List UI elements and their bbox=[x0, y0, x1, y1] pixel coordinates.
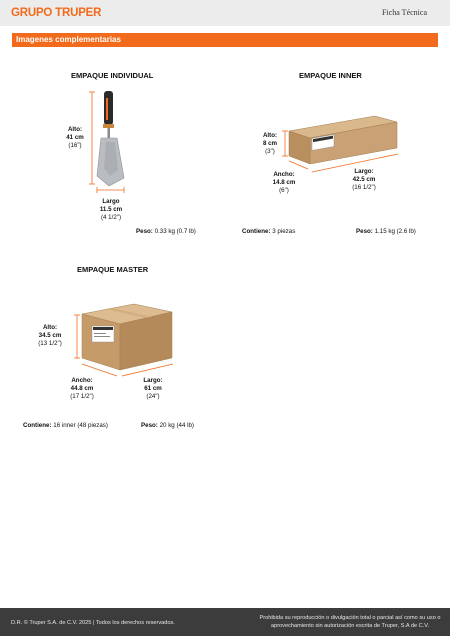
largo-value: 11.5 cm bbox=[99, 206, 123, 214]
largo-imperial: (16 1/2") bbox=[352, 184, 376, 192]
master-peso bbox=[141, 422, 194, 429]
master-largo-label bbox=[137, 377, 169, 402]
alto-value: 8 cm bbox=[262, 140, 278, 148]
master-contiene bbox=[23, 422, 108, 429]
individual-title: EMPAQUE INDIVIDUAL bbox=[71, 71, 154, 80]
document-type: Ficha Técnica bbox=[382, 8, 427, 17]
section-title: Imagenes complementarias bbox=[16, 35, 121, 44]
inner-contiene bbox=[242, 228, 295, 235]
contiene-value: 3 piezas bbox=[272, 228, 296, 235]
ancho-imperial: (17 1/2") bbox=[70, 393, 94, 401]
alto-caption: Alto: bbox=[42, 324, 58, 331]
largo-caption: Largo: bbox=[354, 168, 374, 175]
contiene-caption: Contiene: bbox=[242, 228, 271, 235]
ancho-imperial: (6") bbox=[279, 187, 289, 195]
peso-caption: Peso: bbox=[136, 228, 153, 235]
section-bar bbox=[12, 33, 438, 47]
inner-largo-label bbox=[345, 168, 383, 193]
peso-value: 0.33 kg (0.7 lb) bbox=[154, 228, 196, 235]
brand-logo: GRUPO TRUPER bbox=[11, 7, 102, 19]
inner-alto-label bbox=[258, 132, 282, 157]
alto-value: 34.5 cm bbox=[38, 332, 62, 340]
alto-imperial: (13 1/2") bbox=[38, 340, 62, 348]
inner-ancho-label bbox=[268, 171, 300, 196]
ancho-value: 44.8 cm bbox=[70, 385, 94, 393]
alto-value: 41 cm bbox=[66, 134, 84, 142]
alto-caption: Alto: bbox=[67, 126, 83, 133]
peso-caption: Peso: bbox=[356, 228, 373, 235]
alto-imperial: (16") bbox=[68, 142, 82, 150]
footer bbox=[0, 608, 450, 636]
contiene-caption: Contiene: bbox=[23, 422, 52, 429]
footer-copyright: D.R. © Truper S.A. de C.V. 2025 | Todos los derechos reservados. bbox=[11, 620, 175, 626]
ancho-value: 14.8 cm bbox=[272, 179, 296, 187]
largo-value: 42.5 cm bbox=[352, 176, 376, 184]
master-ancho-label bbox=[63, 377, 101, 402]
individual-largo-label bbox=[93, 198, 129, 223]
peso-value: 1.15 kg (2.6 lb) bbox=[374, 228, 416, 235]
inner-peso bbox=[356, 228, 416, 235]
alto-imperial: (3") bbox=[265, 148, 275, 156]
ancho-caption: Ancho: bbox=[273, 171, 295, 178]
individual-alto-label bbox=[58, 126, 92, 151]
inner-title: EMPAQUE INNER bbox=[299, 71, 362, 80]
master-alto-label bbox=[32, 324, 68, 349]
footer-disclaimer: Prohibida su reproducción o divulgación total o parcial así como su uso o aprovechamiento sin autorización escrita de Truper, S.A de C.V. bbox=[259, 615, 441, 629]
largo-value: 61 cm bbox=[144, 385, 162, 393]
largo-caption: Largo bbox=[102, 198, 120, 205]
contiene-value: 16 inner (48 piezas) bbox=[53, 422, 108, 429]
master-title: EMPAQUE MASTER bbox=[77, 265, 149, 274]
largo-caption: Largo: bbox=[143, 377, 163, 384]
ancho-caption: Ancho: bbox=[71, 377, 93, 384]
largo-imperial: (4 1/2") bbox=[100, 214, 122, 222]
alto-caption: Alto: bbox=[262, 132, 278, 139]
individual-peso bbox=[136, 228, 196, 235]
peso-value: 20 kg (44 lb) bbox=[159, 422, 194, 429]
peso-caption: Peso: bbox=[141, 422, 158, 429]
largo-imperial: (24") bbox=[146, 393, 160, 401]
top-bar bbox=[0, 0, 450, 26]
